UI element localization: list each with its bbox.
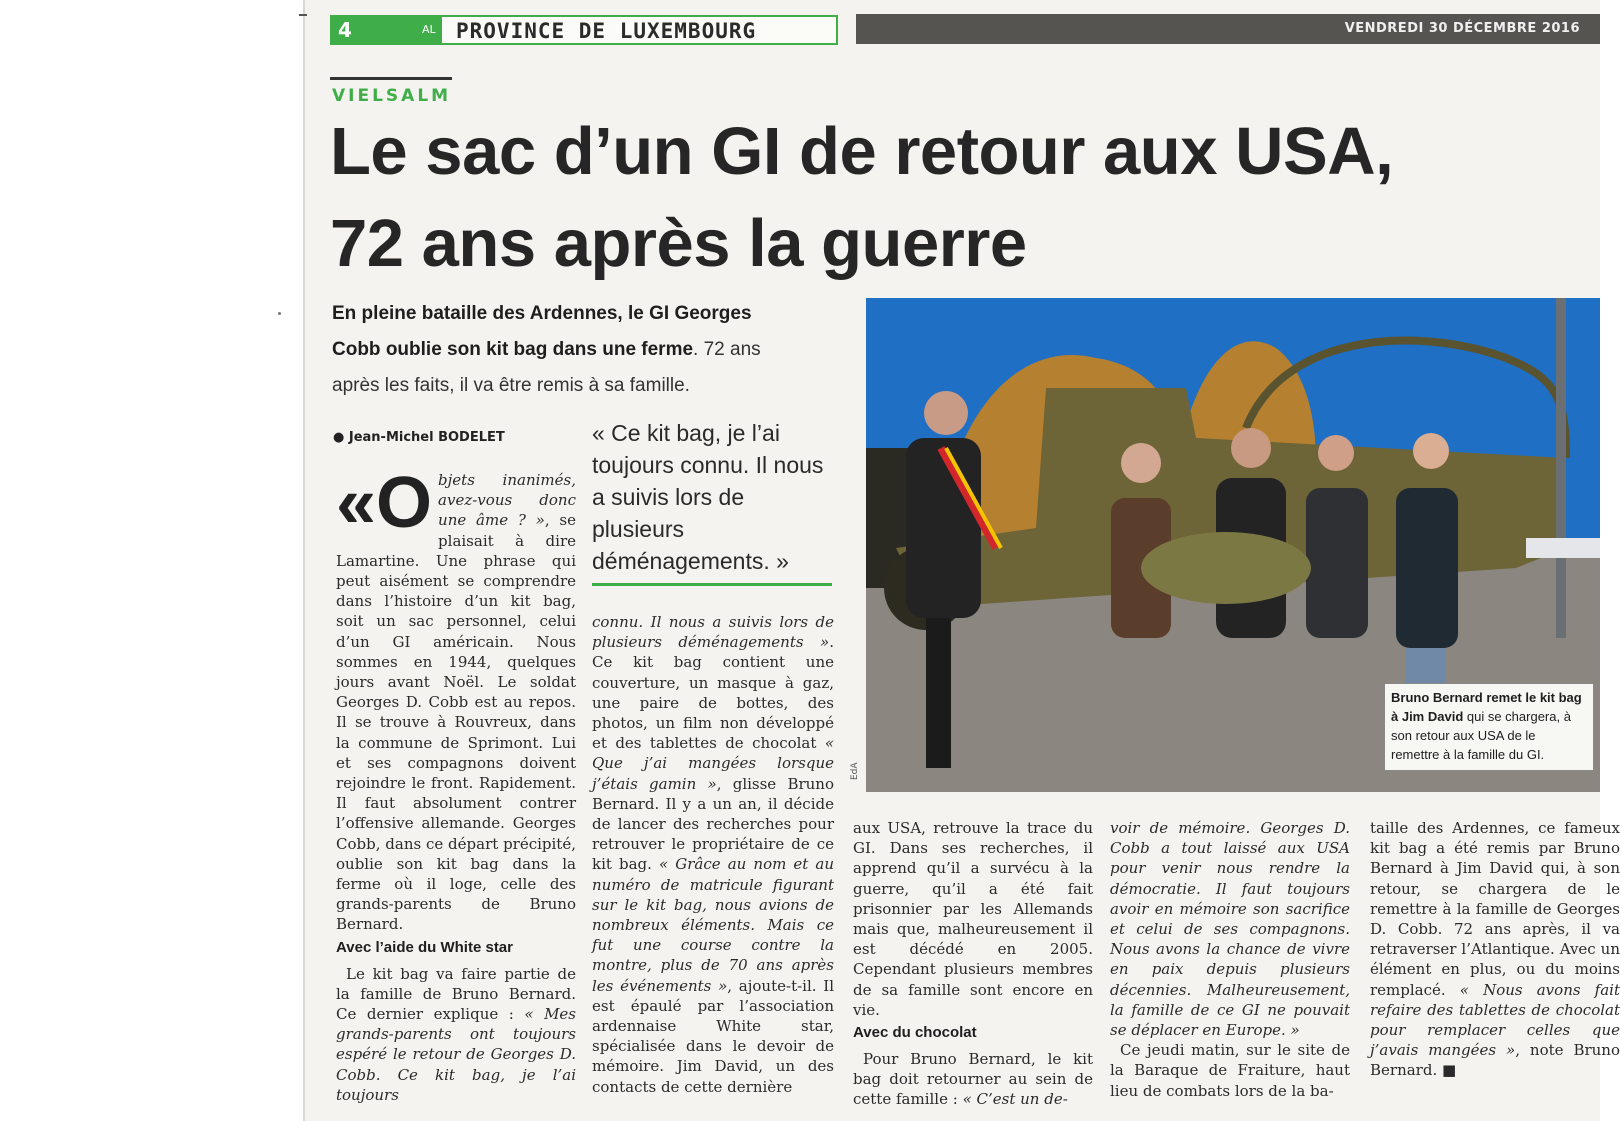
headline-line-2: 72 ans après la guerre — [330, 206, 1027, 281]
headline-line-1: Le sac d’un GI de retour aux USA, — [330, 114, 1394, 189]
article-column-3 — [853, 818, 1093, 1110]
headline — [330, 106, 1600, 290]
col2-text-c: , ajoute-t-il. Il est épaulé par l’association ardennaise White star, spécialisée dans le devoir de mémoire. Jim David, un des contacts de cette dernière — [592, 976, 834, 1096]
article-column-4 — [1110, 818, 1350, 1101]
pull-quote: « Ce kit bag, je l’ai toujours connu. Il nous a suivis lors de plusieurs déménagements. » — [592, 420, 824, 574]
col5-quote: « Nous avons fait refaire des tablettes de chocolat pour remplacer celles que j’avais mangées » — [1370, 980, 1620, 1060]
col1-text: , se plaisait à dire Lamartine. Une phrase qui peut aisément se comprendre dans l’histoire d’un kit bag, soit un sac personnel, celui d’un GI américain. Nous sommes en 1944, quelques jours avant Noël. Le soldat Georges D. Cobb est au repos. Il se trouve à Rouvreux, dans la commune de Sprimont. Lui et ses compagnons doivent rejoindre le front. Rapidement. Il faut absolument contrer l’offensive allemande. Georges Cobb, dans ce départ précipité, oublie son kit bag dans la ferme où il loge, celle des grands-parents de Bruno Bernard. — [336, 511, 576, 934]
caption-rest: qui se chargera, à son retour aux USA de le remettre à la famille du GI. — [1391, 709, 1571, 762]
col5-text-a: taille des Ardennes, ce fameux kit bag a été remis par Bruno Bernard à Jim David qui, à son retour, se chargera de le remettre à la famille de Georges D. Cobb. 72 ans après, il va retraverser l’Atlantique. Avec un élément en plus, ou du moins remplacé. — [1370, 819, 1620, 999]
edition-abbr: AL — [422, 23, 436, 36]
section-rule — [330, 77, 452, 80]
pull-quote-rule — [592, 583, 832, 586]
article-column-2 — [592, 612, 834, 1097]
section-title: PROVINCE DE LUXEMBOURG — [456, 19, 757, 43]
byline: ● Jean-Michel BODELET — [333, 430, 505, 445]
photo-kit-bag — [1141, 532, 1311, 604]
subhead-chocolat: Avec du chocolat — [853, 1024, 977, 1042]
lead-rest-1: . 72 ans — [693, 339, 761, 360]
photo-credit: EdA — [850, 762, 860, 780]
col2-quote: connu. Il nous a suivis lors de plusieurs déménagements » — [592, 613, 834, 652]
col3-quote: « C’est un de- — [962, 1090, 1068, 1109]
col1-intro: bjets inanimés, avez-vous donc une âme ? » — [438, 471, 576, 530]
col2-quote-2: « Que j’ai mangées lorsque j’étais gamin » — [592, 734, 834, 793]
issue-date: VENDREDI 30 DÉCEMBRE 2016 — [1344, 21, 1580, 36]
scan-margin — [0, 0, 305, 1121]
article-column-5 — [1370, 818, 1620, 1081]
article-location: VIELSALM — [332, 86, 452, 106]
col4-quote: voir de mémoire. Georges D. Cobb a tout laissé aux USA pour venir nous rendre la démocratie. Il faut toujours avoir en mémoire son sacrifice et celui de ses compagnons. Nous avons la chance de vivre en paix depuis plusieurs décennies. Malheureusement, la famille de ce GI ne pouvait se déplacer en Europe. » — [1110, 819, 1350, 1040]
col3-text-2: Pour Bruno Bernard, le kit bag doit retourner au sein de cette famille : — [853, 1050, 1093, 1109]
photo-lamp-post — [1556, 298, 1566, 638]
lead-bold-1: En pleine bataille des Ardennes, le GI Georges — [332, 303, 752, 324]
gutter-line — [303, 0, 305, 1121]
drop-cap: «O — [336, 463, 433, 543]
lead-rest-2: après les faits, il va être remis à sa famille. — [332, 375, 690, 396]
col5-text-b: , note Bruno Bernard. ■ — [1370, 1041, 1620, 1080]
photo-snow — [1526, 538, 1600, 558]
scan-dot — [278, 312, 281, 315]
photo-caption — [1384, 683, 1594, 771]
article-lead — [332, 296, 852, 404]
date-bar — [856, 14, 1600, 44]
col2-text-a: . Ce kit bag contient une couverture, un masque à gaz, une paire de bottes, des photos, un film non développé et des tablettes de chocolat — [592, 633, 834, 753]
col1-quote: « Mes grands-parents ont toujours espéré le retour de Georges D. Cobb. Ce kit bag, je l’ai toujours — [336, 1005, 576, 1104]
caption-bold: Bruno Bernard remet le kit bag à Jim David — [1391, 690, 1582, 724]
page-number: 4 — [338, 18, 352, 42]
col4-text: Ce jeudi matin, sur le site de la Baraque de Fraiture, haut lieu de combats lors de la ba- — [1110, 1041, 1350, 1100]
col1-text-2: Le kit bag va faire partie de la famille de Bruno Bernard. Ce dernier explique : — [336, 964, 576, 1024]
lead-bold-2: Cobb oublie son kit bag dans une ferme — [332, 339, 694, 360]
col3-text: aux USA, retrouve la trace du GI. Dans ses recherches, il apprend qu’il a survécu à la guerre, qu’il a été fait prisonnier par les Allemands mais que, malheureusement il est décédé en 2005. Cependant plusieurs membres de sa famille sont encore en vie. — [853, 819, 1093, 1019]
scan-mark — [299, 14, 307, 16]
subhead-white-star: Avec l’aide du White star — [336, 938, 513, 956]
article-column-1 — [336, 463, 576, 1105]
col2-text-b: , glisse Bruno Bernard. Il y a un an, il décide de lancer des recherches pour retrouver le propriétaire de ce kit bag. — [592, 774, 834, 874]
col2-quote-3: « Grâce au nom et au numéro de matricule figurant sur le kit bag, nous avions de nombreux éléments. Mais ce fut une course contre la montre, plus de 70 ans après les événements » — [592, 855, 834, 995]
